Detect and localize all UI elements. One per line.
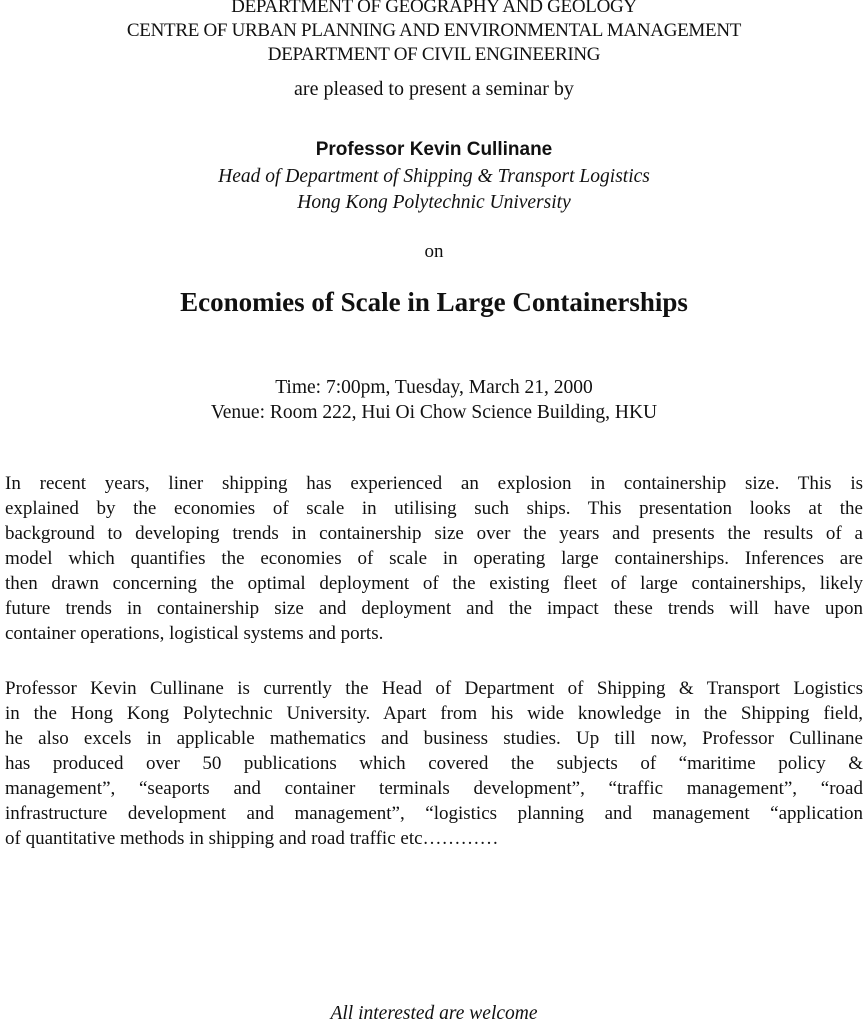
abstract-line: model which quantifies the economies of scale in operating large containerships. Inferences are bbox=[5, 548, 863, 569]
abstract-line: explained by the economies of scale in utilising such ships. This presentation looks at the bbox=[5, 498, 863, 519]
bio-line: Professor Kevin Cullinane is currently the Head of Department of Shipping & Transport Logistics bbox=[5, 678, 863, 699]
abstract-line: background to developing trends in containership size over the years and presents the results of a bbox=[5, 523, 863, 544]
abstract-line: container operations, logistical systems and ports. bbox=[5, 623, 384, 644]
event-venue: Venue: Room 222, Hui Oi Chow Science Building, HKU bbox=[210, 402, 658, 423]
speaker-bio-paragraph bbox=[5, 676, 863, 851]
bio-line: has produced over 50 publications which covered the subjects of “maritime policy & bbox=[5, 753, 863, 774]
bio-line: management”, “seaports and container terminals development”, “traffic management”, “road bbox=[5, 778, 863, 799]
intro-text: are pleased to present a seminar by bbox=[294, 78, 574, 100]
speaker-position: Head of Department of Shipping & Transport Logistics bbox=[218, 166, 650, 187]
abstract-line: In recent years, liner shipping has experienced an explosion in containership size. This is bbox=[5, 473, 863, 494]
speaker-affiliation bbox=[0, 164, 868, 216]
abstract-line: then drawn concerning the optimal deployment of the existing fleet of large containerships, likely bbox=[5, 573, 863, 594]
organizer-civil-engineering: DEPARTMENT OF CIVIL ENGINEERING bbox=[267, 44, 601, 65]
closing-welcome: All interested are welcome bbox=[330, 1003, 538, 1024]
bio-line: in the Hong Kong Polytechnic University. Apart from his wide knowledge in the Shipping field, bbox=[5, 703, 863, 724]
on-label: on bbox=[424, 241, 444, 262]
bio-line: he also excels in applicable mathematics and business studies. Up till now, Professor Cullinane bbox=[5, 728, 863, 749]
event-time: Time: 7:00pm, Tuesday, March 21, 2000 bbox=[275, 377, 593, 398]
event-details bbox=[0, 375, 868, 425]
abstract-paragraph bbox=[5, 471, 863, 646]
bio-line: of quantitative methods in shipping and road traffic etc………… bbox=[5, 828, 499, 849]
speaker-name: Professor Kevin Cullinane bbox=[315, 139, 553, 160]
seminar-title: Economies of Scale in Large Containerships bbox=[180, 287, 688, 317]
organizers-header bbox=[0, 0, 868, 67]
abstract-line: future trends in containership size and deployment and the impact these trends will have upon bbox=[5, 598, 863, 619]
speaker-institution: Hong Kong Polytechnic University bbox=[297, 192, 571, 213]
organizer-urban-planning: CENTRE OF URBAN PLANNING AND ENVIRONMENTAL MANAGEMENT bbox=[126, 20, 742, 41]
bio-line: infrastructure development and management”, “logistics planning and management “application bbox=[5, 803, 863, 824]
organizer-geography-geology: DEPARTMENT OF GEOGRAPHY AND GEOLOGY bbox=[231, 0, 637, 17]
